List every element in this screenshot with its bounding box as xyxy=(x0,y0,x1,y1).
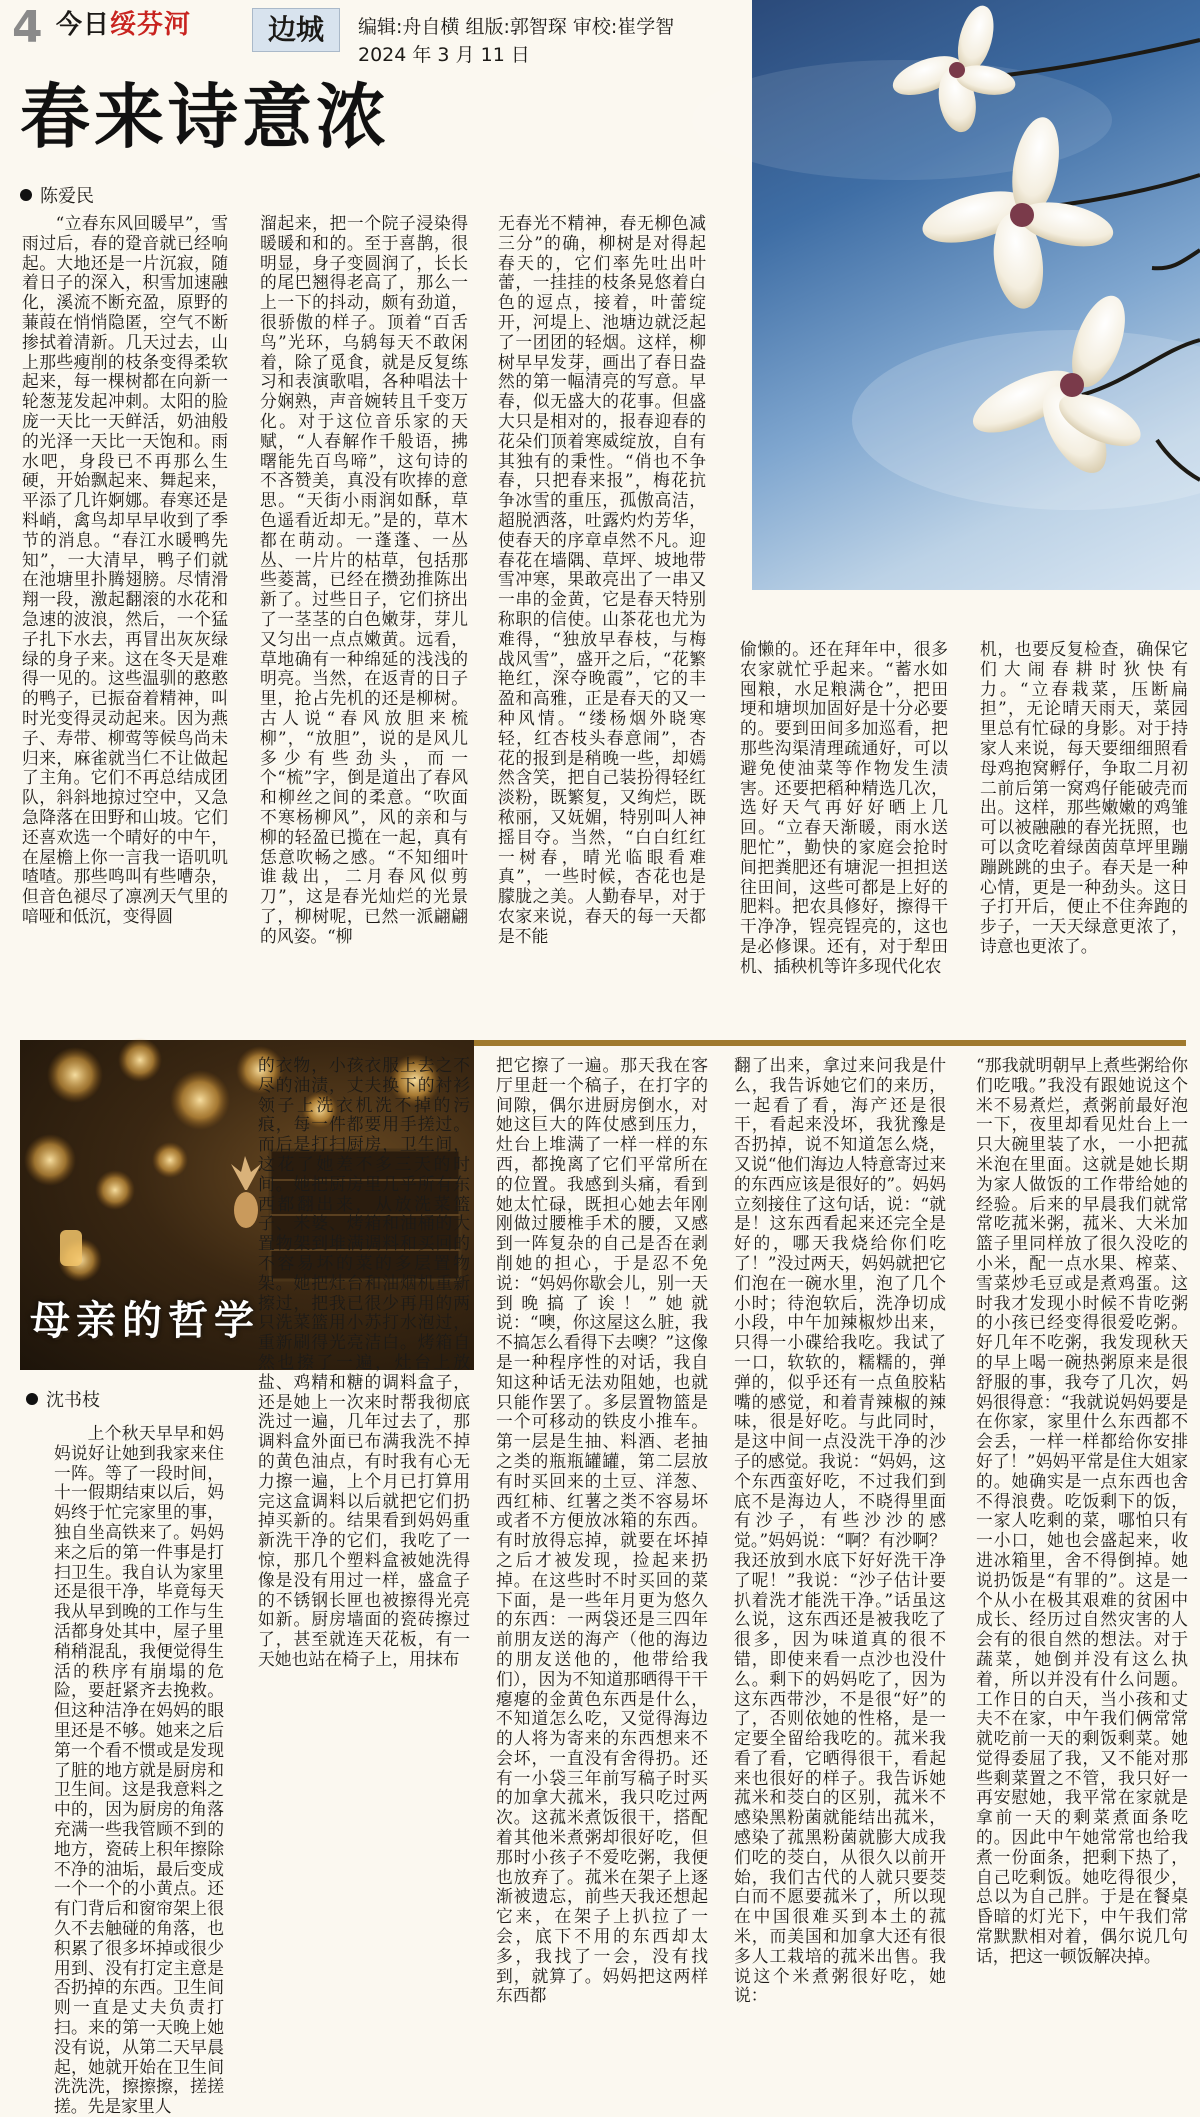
magnolia-photo xyxy=(752,0,1200,590)
article1-text-1: “立春东风回暖早”，雪雨过后，春的跫音就已经响起。大地还是一片沉寂，随着日子的深入，积雪加速融化，溪流不断充盈，原野的蒹葭在悄悄隐匿，空气不断掺拭着清新。几天过去，山上那些瘦削的枝条变得柔软起来，每一棵树都在向新一轮葱茏发起冲刺。太阳的脸庞一天比一天鲜活，奶油般的光泽一天比一天饱和。雨水吧，身段已不再那么生硬，开始飘起来、舞起来，平添了几许婀娜。春寒还是料峭，禽鸟却早早收到了季节的消息。“春江水暖鸭先知”，一大清早，鸭子们就在池塘里扑腾翅膀。尽情滑翔一段，激起翻滚的水花和急速的波浪，然后，一个猛子扎下水去，再冒出灰灰绿绿的身子来。这在冬天是难得一见的。这些温驯的憨憨的鸭子，已振奋着精神，叫时光变得灵动起来。因为燕子、寿带、柳莺等候鸟尚未归来，麻雀就当仁不让做起了主角。它们不再总结成团队，斜斜地掠过空中，又急急降落在田野和山坡。它们还喜欢选一个晴好的中午，在屋檐上你一言我一语叽叽喳喳。那些鸣叫有些嘈杂，但音色褪尽了凛冽天气里的喑哑和低沉，变得圆 xyxy=(22,213,228,926)
article2-title: 母亲的哲学 xyxy=(30,1298,260,1344)
byline-dot-icon xyxy=(20,189,32,201)
paper-name-part-b: 绥芬河 xyxy=(110,10,192,40)
article2-text-1: 上个秋天早早和妈妈说好让她到我家来住一阵。等了一段时间，十一假期结束以后，妈妈终于忙完家里的事，独自坐高铁来了。妈妈来之后的第一件事是打扫卫生。我自认为家里还是很干净，毕竟每天我从早到晚的工作与生活都身处其中，屋子里稍稍混乱，我便觉得生活的秩序有崩塌的危险，要赶紧齐去挽救。但这种洁净在妈妈的眼里还是不够。她来之后第一个看不惯或是发现了脏的地方就是厨房和卫生间。这是我意料之中的，因为厨房的角落充满一些我管顾不到的地方，瓷砖上积年擦除不净的油垢，最后变成一个一个的小黄点。还有门背后和窗帘架上很久不去触碰的角落，也积累了很多坏掉或很少用到、没有打定主意是否扔掉的东西。卫生间则一直是丈夫负责打扫。来的第一天晚上她没有说，从第二天早晨起，她就开始在卫生间洗洗洗，擦擦擦，搓搓搓。先是家里人 xyxy=(54,1423,224,2117)
article2-byline xyxy=(26,1386,100,1412)
issue-date: 2024 年 3 月 11 日 xyxy=(358,44,530,66)
magnolia-illustration xyxy=(752,0,1200,590)
article1-column-3 xyxy=(498,214,706,1032)
paper-name xyxy=(56,12,191,38)
article2-text-4: 翻了出来，拿过来问我是什么，我告诉她它们的来历，一起看了看，海产还是很干，看起来没坏，我犹豫是否扔掉，说不知道怎么烧，又说“他们海边人特意寄过来的东西应该是很好的”。妈妈立刻接住了这句话，说：“就是！这东西看起来还完全是好的，哪天我烧给你们吃了！”没过两天，妈妈就把它们泡在一碗水里，泡了几个小时；待泡软后，洗净切成小段，中午加辣椒炒出来，只得一小碟给我吃。我试了一口，软软的，糯糯的，弹弹的，似乎还有一点鱼胶粘嘴的感觉，和着青辣椒的辣味，很是好吃。与此同时，是这中间一点没洗干净的沙子的感觉。我说：“妈妈，这个东西蛮好吃，不过我们到底不是海边人，不晓得里面有沙子，有些沙沙的感觉。”妈妈说：“啊？有沙啊？我还放到水底下好好洗干净了呢！”我说：“沙子估计要扒着洗才能洗干净。”话虽这么说，这东西还是被我吃了很多，因为味道真的很不错，即使来看一点沙也没什么。剩下的妈妈吃了，因为这东西带沙，不是很“好”的了，否则依她的性格，是一定要全留给我吃的。菰米我看了看，它晒得很干，看起来也很好的样子。我告诉她菰米和茭白的区别，菰米不感染黑粉菌就能结出菰米，感染了菰黑粉菌就膨大成我们吃的茭白，从很久以前开始，我们古代的人就只要茭白而不愿要菰米了，所以现在中国很难买到本土的菰米，而美国和加拿大还有很多人工栽培的菰米出售。我说这个米煮粥很好吃，她说： xyxy=(734,1055,946,2006)
section-divider xyxy=(474,1040,1186,1046)
article1-byline xyxy=(20,182,94,208)
article1-text-3: 无春光不精神，春无柳色减三分”的确，柳树是对得起春天的，它们率先吐出叶蕾，一挂挂的枝条晃悠着白色的逗点，接着，叶蕾绽开，河堤上、池塘边就泛起了一团团的轻烟。这样，柳树早早发芽，画出了春日盎然的第一幅清亮的写意。早春，似无盛大的花事。但盛大只是相对的，报春迎春的花朵们顶着寒威绽放，自有其独有的秉性。“俏也不争春，只把春来报”，梅花抗争冰雪的重压，孤傲高洁，超脱洒落，吐露灼灼芳华，使春天的序章卓然不凡。迎春花在墙隅、草坪、坡地带雪冲寒，果敢亮出了一串又一串的金黄，它是春天特别称职的信使。山茶花也尤为难得，“独放早春枝，与梅战风雪”，盛开之后，“花繁艳红，深夺晚霞”，它的丰盈和高雅，正是春天的又一种风情。“缕杨烟外晓寒轻，红杏枝头春意闹”，杏花的报到是稍晚一些，却嫣然含笑，把自己装扮得轻红淡粉，既繁复，又绚烂，既秾丽，又妩媚，特别叫人神摇目夺。当然，“白白红红一树春，晴光临眼看难真”，一些时候，杏花也是朦胧之美。人勤春早，对于农家来说，春天的每一天都是不能 xyxy=(498,213,706,946)
article1-text-4: 偷懒的。还在拜年中，很多农家就忙乎起来。“蓄水如囤粮，水足粮满仓”，把田埂和塘坝加固好是十分必要的。要到田间多加巡看，把那些沟渠清理疏通好，可以避免使油菜等作物发生渍害。还要把稻种精选几次，选好天气再好好晒上几回。“立春天渐暖，雨水送肥忙”，勤快的家庭会抢时间把粪肥还有塘泥一担担送往田间，这些可都是上好的肥料。把农具修好，擦得干干净净，锃亮锃亮的，这也是必修课。还有，对于犁田机、插秧机等许多现代化农 xyxy=(740,639,948,976)
paper-name-part-a: 今日 xyxy=(56,10,111,40)
article2-column-4 xyxy=(734,1056,946,2104)
page-number: 4 xyxy=(12,2,43,53)
article1-column-2 xyxy=(260,214,468,1032)
article2-column-2 xyxy=(258,1056,470,2104)
article2-column-3 xyxy=(496,1056,708,2104)
article1-author: 陈爱民 xyxy=(40,186,94,207)
article2-text-3: 把它擦了一遍。那天我在客厅里赶一个稿子，在打字的间隙，偶尔进厨房倒水，对她这巨大的阵仗感到压力，灶台上堆满了一样一样的东西，都挽离了它们平常所在的位置。我感到头痛，看到她太忙碌，既担心她去年刚刚做过腰椎手术的腰，又感到一阵复杂的自己是否在剥削她的担心，于是忍不免说：“妈妈你歇会儿，别一天到晚搞了诶！”她就说：“噢，你这屋这么脏，我不搞怎么看得下去噢？”这像是一种程序性的对话，我自知这种话无法劝阻她，也就只能作罢了。多层置物篮是一个可移动的铁皮小推车。第一层是生抽、料酒、老抽之类的瓶瓶罐罐，第二层放有时买回来的土豆、洋葱、西红柿、红薯之类不容易坏或者不方便放冰箱的东西。有时放得忘掉，就要在坏掉之后才被发现，捡起来扔掉。在这些时不时买回的菜下面，是一些年月更为悠久的东西：一两袋还是三四年前朋友送的海产（他的海边的朋友送他的，他带给我们），因为不知道那晒得干干瘪瘪的金黄色东西是什么，不知道怎么吃，又觉得海边的人将为寄来的东西想来不会坏，一直没有舍得扔。还有一小袋三年前写稿子时买的加拿大菰米，我只吃过两次。这菰米煮饭很干，搭配着其他米煮粥却很好吃，但那时小孩子不爱吃粥，我便也放弃了。菰米在架子上逐渐被遗忘，前些天我还想起它来，在架子上扒拉了一会，底下不用的东西却太多，我找了一会，没有找到，就算了。妈妈把这两样东西都 xyxy=(496,1055,708,2006)
article1-text-2: 溜起来，把一个院子浸染得暖暖和和的。至于喜鹊，很明显，身子变圆润了，长长的尾巴翘得老高了，那么一上一下的抖动，颇有劲道，很骄傲的样子。顶着“百舌鸟”光环，乌鸫每天不敢闲着，除了觅食，就是反复练习和表演歌唱，各种唱法十分娴熟，声音婉转且千变万化。对于这位音乐家的天赋，“人春解作千般语，拂曙能先百鸟啼”，这句诗的不吝赞美，真没有吹捧的意思。“天街小雨润如酥，草色遥看近却无。”是的，草木都在萌动。一蓬蓬、一丛丛、一片片的枯草，包括那些菱蒿，已经在攒劲推陈出新了。过些日子，它们挤出了一茎茎的白色嫩芽，芽儿又匀出一点点嫩黄。远看，草地确有一种绵延的浅浅的明亮。当然，在返青的日子里，抢占先机的还是柳树。古人说“春风放胆来梳柳”，“放胆”，说的是风儿多少有些劲头，而一个“梳”字，倒是道出了春风和柳丝之间的柔意。“吹面不寒杨柳风”，风的亲和与柳的轻盈已揽在一起，真有恁意吹畅之感。“不知细叶谁裁出，二月春风似剪刀”，这是春光灿烂的光景了，柳树呢，已然一派翩翩的风姿。“柳 xyxy=(260,213,468,946)
byline-dot-icon xyxy=(26,1393,38,1405)
editor-credits: 编辑:舟自横 组版:郭智琛 审校:崔学智 xyxy=(358,16,675,38)
section-label: 边城 xyxy=(252,8,340,52)
article2-author: 沈书枝 xyxy=(46,1390,100,1411)
article2-column-5 xyxy=(976,1056,1188,2104)
masthead xyxy=(0,0,740,70)
article2-column-1 xyxy=(54,1423,224,2117)
article1-title: 春来诗意浓 xyxy=(20,76,390,158)
article1-column-1 xyxy=(22,214,228,1032)
article1-text-5: 机，也要反复检查，确保它们大闹春耕时狄快有力。“立春栽菜，压断扁担”，无论晴天雨天，菜园里总有忙碌的身影。对于持家人来说，每天要细细照看母鸡抱窝孵仔，争取二月初二前后第一窝鸡仔能破壳而出。这样，那些嫩嫩的鸡雏可以被融融的春光抚照，也可以贪吃着绿茵茵草坪里蹦蹦跳跳的虫子。春天是一种心情，更是一种劲头。这日子打开后，便止不住奔跑的步子，一天天绿意更浓了，诗意也更浓了。 xyxy=(980,639,1188,956)
article1-column-4 xyxy=(740,640,948,1032)
article2-text-2: 的衣物，小孩衣服上去之不尽的油渍，丈夫换下的衬衫领子上洗衣机洗不掉的污痕，每一件都要用手搓过。而后是打扫厨房，卫生间，这花了她差不多三天的时间。她把厨房里几乎所有东西都翻出来，从放洗菜篮子、米婆、烤箱和油桶的大置物架到堆满调料和买回的不容易坏的菜的多层置物架。她把灶台和油烟机重新擦过，把我已很少再用的两只洗菜篮用小苏打水泡过，重新刷得光亮洁白。烤箱自然也擦了一遍，灶台上放盐、鸡精和糖的调料盒子，还是她上一次来时帮我彻底洗过一遍，几年过去了，那调料盒外面已布满我洗不掉的黄色油点，有时我有心无力擦一遍，上个月已打算用完这盒调料以后就把它们扔掉买新的。结果看到妈妈重新洗干净的它们，我吃了一惊，那几个塑料盒被她洗得像是没有用过一样，盛盒子的不锈钢长匣也被擦得光亮如新。厨房墙面的瓷砖擦过了，甚至就连天花板，有一天她也站在椅子上，用抹布 xyxy=(258,1055,470,1669)
article2-text-5: “那我就明朝早上煮些粥给你们吃哦。”我没有跟她说这个米不易煮烂，煮粥前最好泡一下，夜里却看见灶台上一只大碗里装了水，一小把菰米泡在里面。这就是她长期为家人做饭的工作带给她的经验。后来的早晨我们就常常吃菰米粥，菰米、大米加篮子里同样放了很久没吃的小米，配一点水果、榨菜、雪菜炒毛豆或是煮鸡蛋。这时我才发现小时候不肯吃粥的小孩已经变得很爱吃粥。好几年不吃粥，我发现秋天的早上喝一碗热粥原来是很舒服的事，我夸了几次，妈妈很得意：“我就说妈妈要是在你家，家里什么东西都不会丢，一样一样都给你安排好了！”妈妈平常是住大姐家的。她确实是一点东西也舍不得浪费。吃饭剩下的饭，一家人吃剩的菜，哪怕只有一小口，她也会盛起来，收进冰箱里，舍不得倒掉。她说扔饭是“有罪的”。这是一个从小在极其艰难的贫困中成长、经历过自然灾害的人会有的很自然的想法。对于蔬菜，她倒并没有这么执着，所以并没有什么问题。工作日的白天，当小孩和丈夫不在家，中午我们俩常常就吃前一天的剩饭剩菜。她觉得委屈了我，又不能对那些剩菜置之不管，我只好一再安慰她，我平常在家就是拿前一天的剩菜煮面条吃的。因此中午她常常也给我煮一份面条，把剩下热了，自己吃剩饭。她吃得很少，总以为自己胖。于是在餐桌昏暗的灯光下，中午我们常常默默相对着，偶尔说几句话，把这一顿饭解决掉。 xyxy=(976,1055,1188,1966)
article1-column-5 xyxy=(980,640,1188,1032)
